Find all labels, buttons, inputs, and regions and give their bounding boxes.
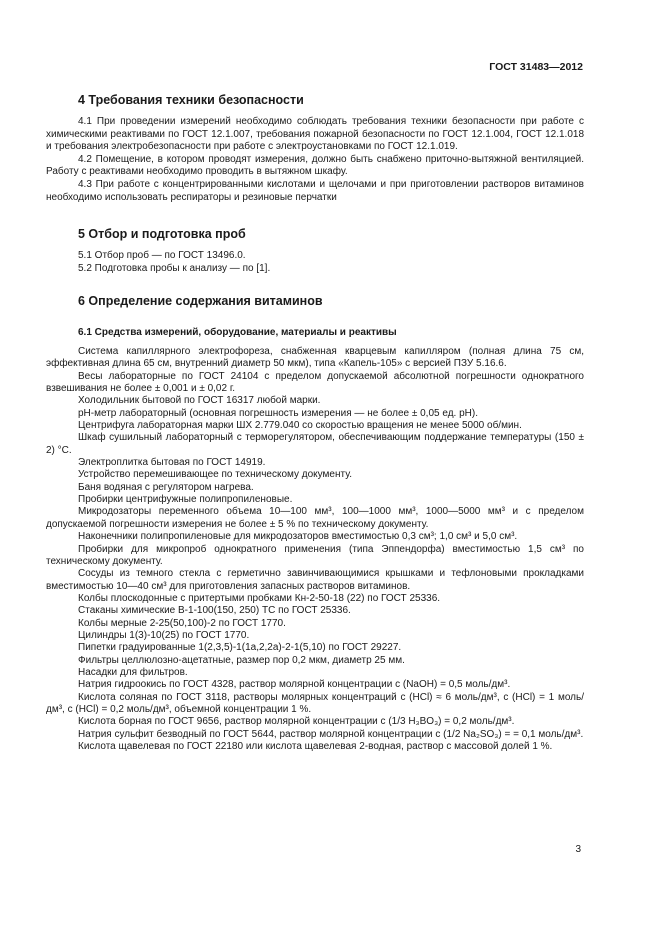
paragraph-4-3: 4.3 При работе с концентрированными кислотами и щелочами и при приготовлении растворов витаминов необходимо использовать респираторы и резиновые перчатки (46, 178, 584, 203)
reagent-item: Натрия гидроокись по ГОСТ 4328, раствор молярной концентрации c (NaOH) = 0,5 моль/дм³. (78, 679, 511, 691)
equipment-item: Система капиллярного электрофореза, снабженная кварцевым капилляром (полная длина 75 см, эффективная длина 65 см, внутренний диаметр 50 мкм), типа «Капель-105» с версией ПЗУ 5.16.6. (46, 346, 584, 370)
equipment-item: Пробирки центрифужные полипропиленовые. (78, 494, 293, 506)
paragraph-4-2: 4.2 Помещение, в котором проводят измерения, должно быть снабжено приточно-вытяжной вентиляцией. Работу с реактивами необходимо проводить в вытяжном шкафу. (46, 153, 584, 178)
document-id: ГОСТ 31483—2012 (489, 61, 583, 73)
equipment-item: Весы лабораторные по ГОСТ 24104 с пределом допускаемой абсолютной погрешности однократного взвешивания не более ± 0,001 и ± 0,02 г. (46, 370, 584, 395)
reagent-item: Кислота щавелевая по ГОСТ 22180 или кислота щавелевая 2-водная, раствор с массовой долей 1 %. (78, 741, 553, 752)
paragraph-5-1: 5.1 Отбор проб — по ГОСТ 13496.0. (78, 250, 246, 261)
equipment-item: Стаканы химические В-1-100(150, 250) ТС по ГОСТ 25336. (78, 605, 351, 617)
equipment-item: Колбы плоскодонные с притертыми пробками Кн-2-50-18 (22) по ГОСТ 25336. (78, 592, 441, 604)
equipment-item: Колбы мерные 2-25(50,100)-2 по ГОСТ 1770. (78, 617, 286, 629)
equipment-item: Цилиндры 1(3)-10(25) по ГОСТ 1770. (78, 629, 250, 641)
equipment-item: Пипетки градуированные 1(2,3,5)-1(1а,2,2а)-2-1(5,10) по ГОСТ 29227. (78, 642, 402, 654)
equipment-item: Микродозаторы переменного объема 10—100 мм³, 100—1000 мм³, 1000—5000 мм³ и с пределом допускаемой погрешности измерения не более ± 5 % по техническому документу. (46, 506, 584, 530)
reagent-item: Натрия сульфит безводный по ГОСТ 5644, раствор молярной концентрации c (1/2 Na₂SO₃) = = 0,1 моль/дм³. (78, 728, 584, 740)
equipment-item: pH-метр лабораторный (основная погрешность измерения — не более ± 0,05 ед. pH). (78, 407, 478, 419)
section-5-body (46, 250, 584, 275)
equipment-item: Устройство перемешивающее по техническому документу. (78, 469, 352, 481)
reagent-item: Кислота борная по ГОСТ 9656, раствор молярной концентрации c (1/3 H₃BO₃) = 0,2 моль/дм³. (78, 716, 515, 728)
section-6-body (46, 346, 584, 753)
equipment-item: Баня водяная с регулятором нагрева. (78, 481, 254, 493)
paragraph-4-1: 4.1 При проведении измерений необходимо соблюдать требования техники безопасности при работе с химическими реактивами по ГОСТ 12.1.007, требования пожарной безопасности по ГОСТ 12.1.004, ГОСТ 12.1.018 и требования электробезопасности при работе с электроустановками по ГОСТ 12.1.019. (46, 116, 584, 153)
section-6-title: 6 Определение содержания витаминов (78, 294, 323, 308)
page-number: 3 (575, 844, 581, 855)
equipment-item: Шкаф сушильный лабораторный с терморегулятором, обеспечивающим поддержание температуры (150 ± 2) °С. (46, 432, 584, 456)
equipment-item: Сосуды из темного стекла с герметично завинчивающимися крышками и тефлоновыми прокладками вместимостью 10—40 см³ для приготовления запасных растворов витаминов. (46, 568, 584, 592)
section-5-title: 5 Отбор и подготовка проб (78, 227, 246, 241)
equipment-item: Насадки для фильтров. (78, 666, 188, 678)
reagent-item: Кислота соляная по ГОСТ 3118, растворы молярных концентраций c (HCl) ≈ 6 моль/дм³, c (HCl) = 1 моль/дм³, c (HCl) = 0,2 моль/дм³, объемной концентрации 1 %. (46, 691, 584, 715)
equipment-item: Фильтры целлюлозно-ацетатные, размер пор 0,2 мкм, диаметр 25 мм. (78, 654, 405, 666)
paragraph-5-2: 5.2 Подготовка пробы к анализу — по [1]. (78, 262, 271, 274)
equipment-item: Электроплитка бытовая по ГОСТ 14919. (78, 457, 266, 469)
section-6-1-subtitle: 6.1 Средства измерений, оборудование, материалы и реактивы (78, 327, 397, 338)
equipment-item: Холодильник бытовой по ГОСТ 16317 любой марки. (78, 395, 321, 407)
section-4-title: 4 Требования техники безопасности (78, 93, 304, 107)
equipment-item: Пробирки для микропроб однократного применения (типа Эппендорфа) вместимостью 1,5 см³ по техническому документу. (46, 543, 584, 567)
section-4-body (46, 116, 584, 204)
equipment-item: Центрифуга лабораторная марки ШХ 2.779.040 со скоростью вращения не менее 5000 об/мин. (78, 420, 522, 432)
equipment-item: Наконечники полипропиленовые для микродозаторов вместимостью 0,3 см³; 1,0 см³ и 5,0 см³. (78, 531, 518, 543)
